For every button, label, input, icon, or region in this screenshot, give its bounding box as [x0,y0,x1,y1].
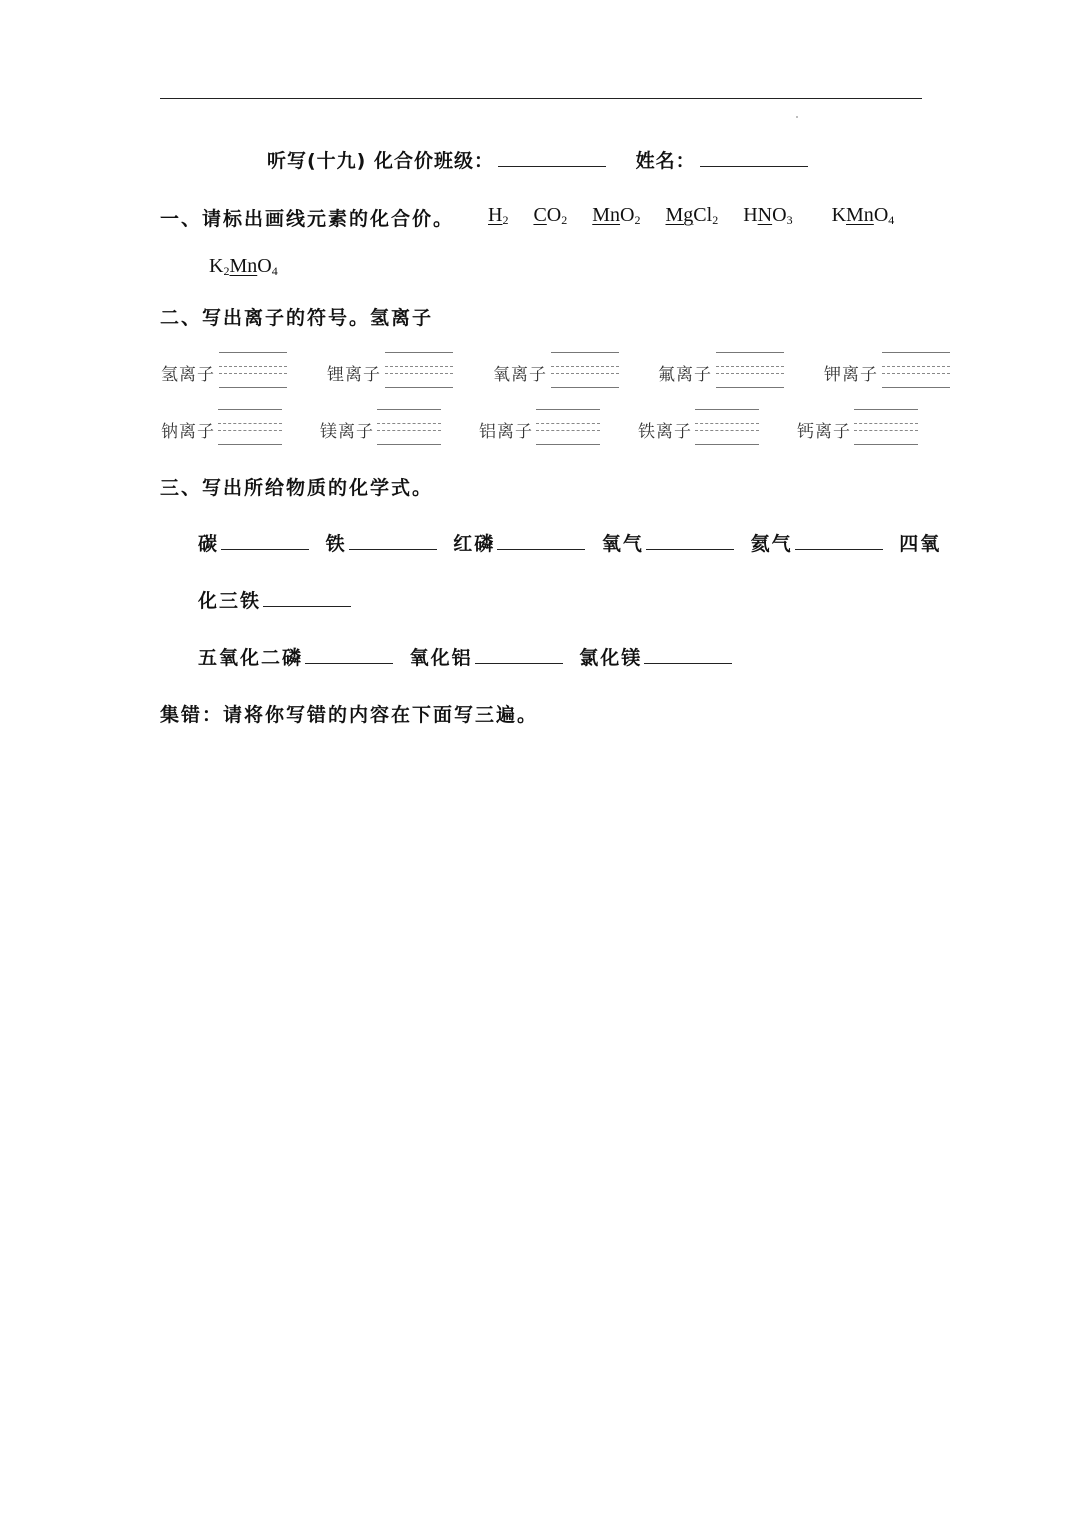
substance-label: 铁 [325,533,347,555]
formula [209,255,278,277]
ion-label: 钠离子 [161,422,215,442]
formula-underlined-element: Mg [665,204,694,226]
collect-errors-instruction: 集错：请将你写错的内容在下面写三遍。 [160,704,539,726]
ion-label: 锂离子 [327,365,381,385]
ion-writing-box[interactable] [882,352,950,388]
ion-writing-box[interactable] [377,409,441,445]
formula-text: K [209,255,224,277]
formula-subscript: 2 [502,213,509,227]
section3-prompt: 三、写出所给物质的化学式。 [160,477,434,499]
top-rule [160,98,922,99]
speck [796,116,798,118]
ion-writing-box[interactable] [854,409,918,445]
ion-label: 氢离子 [161,365,215,385]
formula-subscript: 3 [786,213,793,227]
formula-subscript: 2 [634,213,641,227]
formula-underlined-element: C [533,204,547,226]
ion-writing-box[interactable] [536,409,600,445]
formula-text: H [743,204,758,226]
formula-subscript: 2 [712,213,719,227]
section1-prompt: 一、请标出画线元素的化合价。 [160,208,455,230]
page-title: 听写(十九) 化合价班级： [267,150,494,172]
formula [743,204,792,226]
answer-blank[interactable] [644,663,732,664]
ion-label: 氧离子 [493,365,547,385]
ion-label: 镁离子 [320,422,374,442]
answer-blank[interactable] [475,663,563,664]
ion-writing-box[interactable] [551,352,619,388]
substance-line-1 [198,529,941,556]
formula-underlined-element: N [757,204,773,226]
name-blank[interactable] [700,166,808,167]
formula-underlined-element: Mn [846,204,874,226]
formula-underlined-element: Mn [229,255,258,277]
ion-label: 铁离子 [638,422,692,442]
section1-formulas-line2 [209,255,278,278]
formula-text: Cl [693,204,713,226]
ion-label: 钙离子 [797,422,851,442]
formula-subscript: 2 [223,264,230,278]
substance-label: 化三铁 [198,590,262,612]
class-blank[interactable] [498,166,606,167]
formula [488,204,508,226]
formula-subscript: 4 [888,213,895,227]
answer-blank[interactable] [305,663,393,664]
substance-label: 红磷 [453,533,496,555]
substance-label: 氧气 [601,533,644,555]
ion-writing-box[interactable] [219,352,287,388]
worksheet-header [267,146,808,173]
substance-line-3 [198,643,732,670]
ion-label: 铝离子 [479,422,533,442]
formula [832,204,895,226]
section2-prompt: 二、写出离子的符号。氢离子 [160,307,434,329]
substance-line-2 [198,586,351,613]
formula [533,204,567,226]
formula-underlined-element: H [488,204,503,226]
section1-formulas-line1 [488,204,894,227]
formula [592,204,640,226]
substance-label: 氧化铝 [409,647,473,669]
ion-label: 氟离子 [658,365,712,385]
formula-text: O [546,204,562,226]
answer-blank[interactable] [349,549,437,550]
formula-text: O [620,204,635,226]
formula-text: K [831,204,847,226]
name-label: 姓名： [635,150,696,172]
ion-writing-box[interactable] [716,352,784,388]
answer-blank[interactable] [221,549,309,550]
formula [666,204,719,226]
substance-label: 氯化镁 [579,647,643,669]
formula-text: O [873,204,889,226]
answer-blank[interactable] [263,606,351,607]
ion-writing-box[interactable] [385,352,453,388]
formula-subscript: 2 [561,213,568,227]
formula-underlined-element: Mn [592,204,621,226]
ion-writing-box[interactable] [695,409,759,445]
ion-writing-box[interactable] [218,409,282,445]
substance-label: 五氧化二磷 [198,647,304,669]
answer-blank[interactable] [795,549,883,550]
formula-text: O [257,255,272,277]
answer-blank[interactable] [497,549,585,550]
answer-blank[interactable] [646,549,734,550]
substance-label: 碳 [198,533,220,555]
substance-label: 氦气 [750,533,793,555]
substance-label: 四氧 [899,533,942,555]
formula-text: O [772,204,787,226]
ion-label: 钾离子 [824,365,878,385]
formula-subscript: 4 [271,264,278,278]
